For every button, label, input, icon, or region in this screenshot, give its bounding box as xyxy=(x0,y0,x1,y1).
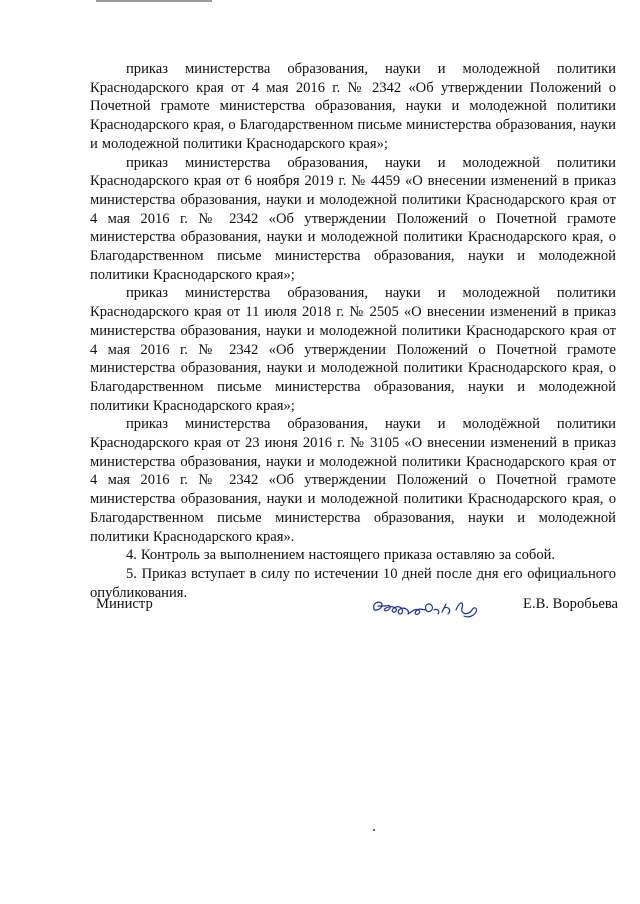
signature-block xyxy=(96,590,618,630)
paragraph-item-5: 5. Приказ вступает в силу по истечении 10 дней после дня его официального опубликования. xyxy=(90,565,616,601)
paragraph-item-4: 4. Контроль за выполнением настоящего приказа оставляю за собой. xyxy=(126,547,556,564)
top-rule xyxy=(96,0,212,2)
paragraph-order-2016-june: приказ министерства образования, науки и молодёжной политики Краснодарского края от 23 июня 2016 г. № 3105 «О внесении изменений в приказ министерства образования, науки и молодежной политики Краснодарского края от 4 мая 2016 г. № 2342 «Об утверждении Положений о Почетной грамоте министерства образования, науки и молодежной политики Краснодарского края, о Благодарственном письме министерства образования, науки и молодежной политики Краснодарского края». xyxy=(90,416,616,545)
handwritten-signature xyxy=(368,590,504,620)
paragraph-order-2016: приказ министерства образования, науки и молодежной политики Краснодарского края от 4 мая 2016 г. № 2342 «Об утверждении Положений о Почетной грамоте министерства образования, науки и молодежной политики Краснодарского края, о Благодарственном письме министерства образования, науки и молодежной политики Краснодарского края»; xyxy=(90,61,616,152)
document-body xyxy=(90,60,616,602)
paragraph-order-2018: приказ министерства образования, науки и молодежной политики Краснодарского края от 11 июля 2018 г. № 2505 «О внесении изменений в приказ министерства образования, науки и молодежной политики Краснодарского края от 4 мая 2016 г. № 2342 «Об утверждении Положений о Почетной грамоте министерства образования, науки и молодежной политики Краснодарского края, о Благодарственном письме министерства образования, науки и молодежной политики Краснодарского края»; xyxy=(90,285,616,414)
signatory-name: Е.В. Воробьева xyxy=(523,596,618,612)
signatory-title: Министр xyxy=(96,596,153,612)
page-dot xyxy=(373,829,375,831)
paragraph-order-2019: приказ министерства образования, науки и молодежной политики Краснодарского края от 6 ноября 2019 г. № 4459 «О внесении изменений в приказ министерства образования, науки и молодежной политики Краснодарского края от 4 мая 2016 г. № 2342 «Об утверждении Положений о Почетной грамоте министерства образования, науки и молодежной политики Краснодарского края, о Благодарственном письме министерства образования, науки и молодежной политики Краснодарского края»; xyxy=(90,154,616,283)
